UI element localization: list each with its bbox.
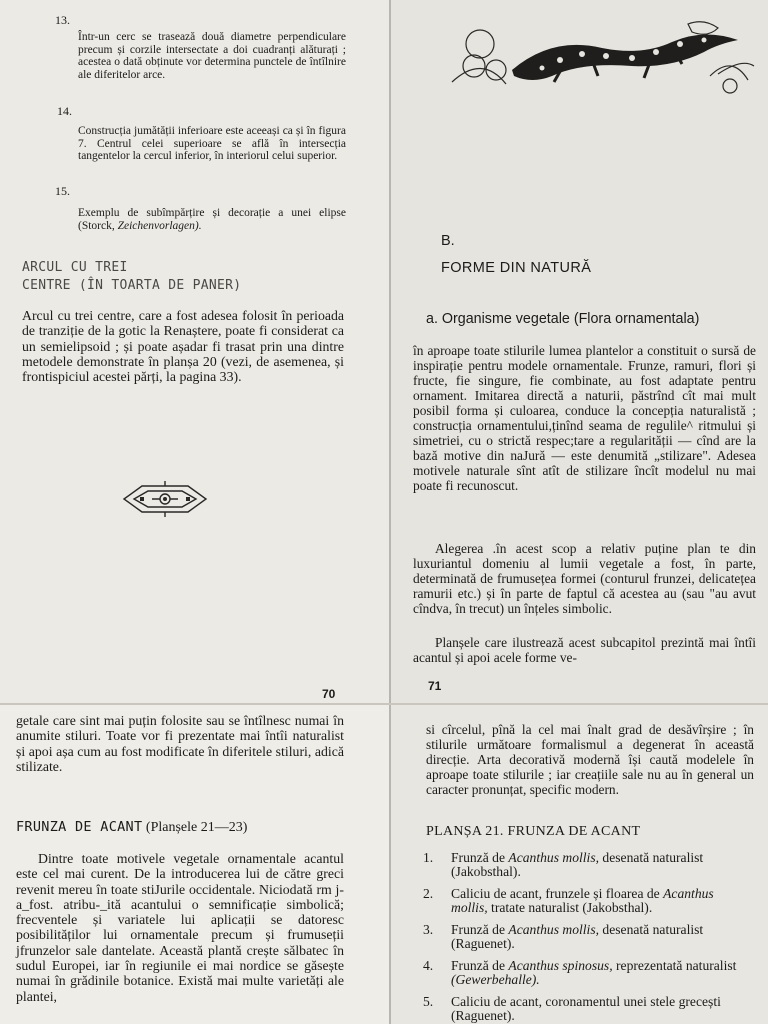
flora-paragraph-3: Planșele care ilustrează acest subcapitol prezintă mai întîi acantul și apoi acele forme ve- <box>413 635 756 665</box>
list-item: 2. Caliciu de acant, frunzele și floarea de Acanthus mollis, tratate naturalist (Jakobsthal). <box>423 886 714 915</box>
flora-paragraph-1: în aproape toate stilurile lumea plantelor a constituit o sursă de inspirație pentru modele ornamentale. Frunze, ramuri, flori și fructe, fie singure, fie combinate, au fost adaptate pentru ornament. Imitarea directă a naturii, păstrînd cît mai mult posibil forma și culoarea, conduce la concepția naturalistă ; construcția ornamentului,ținînd seama de regulile^ ritmului și simetriei, cu o strictă respec;tare a regularității — cînd are la bază motive din naJură — este denumită „stilizare". Adesea motivele naturale sînt atît de stilizare încît modelul nu mai poate fi recunoscut. <box>413 343 756 493</box>
style-paragraph: si cîrcelul, pînă la cel mai înalt grad de desăvîrșire ; în stilurile următoare formalismul a degenerat în această direcție. Arta decorativă modernă își caută modelele în aproape toate stilurile ; iar creațiile sale nu au în general un caracter pronunțat, specific modern. <box>426 722 754 797</box>
list-item: 1. Frunză de Acanthus mollis, desenată naturalist (Jakobsthal). <box>423 850 704 879</box>
item-14-number: 14. <box>57 104 72 118</box>
page-70 <box>0 0 390 704</box>
flora-paragraph-2: Alegerea .în acest scop a relativ puține plan te din luxuriantul domeniu al lumii vegetale a fost, în parte, determinată de frumusețea formei (conturul frunzei, delicatețea ramurii etc.) și în parte de faptul că acestea au (sau "au avut cîndva, în trecut) un înțeles simbolic. <box>413 541 756 616</box>
item-13-text: Într-un cerc se trasează două diametre perpendiculare precum și corzile intersectate a doi cuadranți alăturați ; acestea o dată obținute vor determina punctele de întîlnire ale diferitelor arce. <box>78 31 346 81</box>
list-item: 5. Caliciu de acant, coronamentul unei stele grecești (Raguenet). <box>423 994 721 1023</box>
acanthus-paragraph: Dintre toate motivele vegetale ornamentale acantul este cel mai curent. De la introducerea lui de către greci revenit mereu în toate stiJurile occidentale. Niciodată rm j-a_fost. atribu-_ită acantului o semnificație simbolică; frecventele și variatele lui aplicații se datoresc posibilităților lui ornamentale precum și frumuseții jfrunzelor sale dantelate. Această plantă crește sălbatec în sudul Europei, iar în regiunile ei mai nordice se găsește numai în grădinile botanice. Există mai multe varietăți ale plantei, <box>16 851 344 1004</box>
item-13-number: 13. <box>55 13 70 27</box>
page-number-70: 70 <box>322 687 336 701</box>
list-item: 3. Frunză de Acanthus mollis, desenată naturalist (Raguenet). <box>423 922 704 951</box>
vegetal-paragraph: getale care sint mai puțin folosite sau se întîlnesc numai în anumite stiluri. Toate vor fi prezentate mai întîi naturalist și apoi așa cum au fost modificate în diferitele stiluri, adică stilizate. <box>16 713 344 774</box>
arc-paragraph: Arcul cu trei centre, care a fost adesea folosit în perioada de tranziție de la gotic la Renaștere, poate fi considerat ca un semielipsoid ; și poate așadar fi trasat prin una dintre metodele demonstrate în planșa 20 (vezi, de asemenea, și frontispiciul acestei părți, la pagina 33). <box>22 308 344 385</box>
page-bottom-right <box>390 704 768 1024</box>
acanthus-heading: FRUNZA DE ACANT (Planșele 21—23) <box>16 819 248 835</box>
section-heading-line1: ARCUL CU TREI <box>22 260 128 275</box>
plate-list <box>423 851 753 1024</box>
page-bottom-left <box>0 704 390 1024</box>
subsection-title: a. Organisme vegetale (Flora ornamentala) <box>426 311 700 327</box>
salamander-illustration <box>442 14 758 103</box>
item-14-text: Construcția jumătății inferioare este aceeași ca și în figura 7. Centrul celei superioare se află în intersecția tangentelor la cercul inferior, în interiorul celui superior. <box>78 125 346 162</box>
section-title: FORME DIN NATURĂ <box>441 260 592 276</box>
page-gutter-vertical <box>389 0 391 1024</box>
item-15-text: Exemplu de subîmpărțire și decorație a unei elipse (Storck, Zeichenvorlagen). <box>78 207 346 232</box>
page-number-71: 71 <box>428 679 442 693</box>
item-15-number: 15. <box>55 184 70 198</box>
section-letter: B. <box>441 233 455 249</box>
plate-heading: PLANȘA 21. FRUNZA DE ACANT <box>426 824 641 839</box>
page-71 <box>390 0 768 704</box>
list-item: 4. Frunză de Acanthus spinosus, reprezentată naturalist (Gewerbehalle). <box>423 958 737 987</box>
ornament-icon <box>122 478 208 525</box>
section-heading-line2: CENTRE (ÎN TOARTA DE PANER) <box>22 278 242 293</box>
page-gutter-horizontal <box>0 703 768 705</box>
